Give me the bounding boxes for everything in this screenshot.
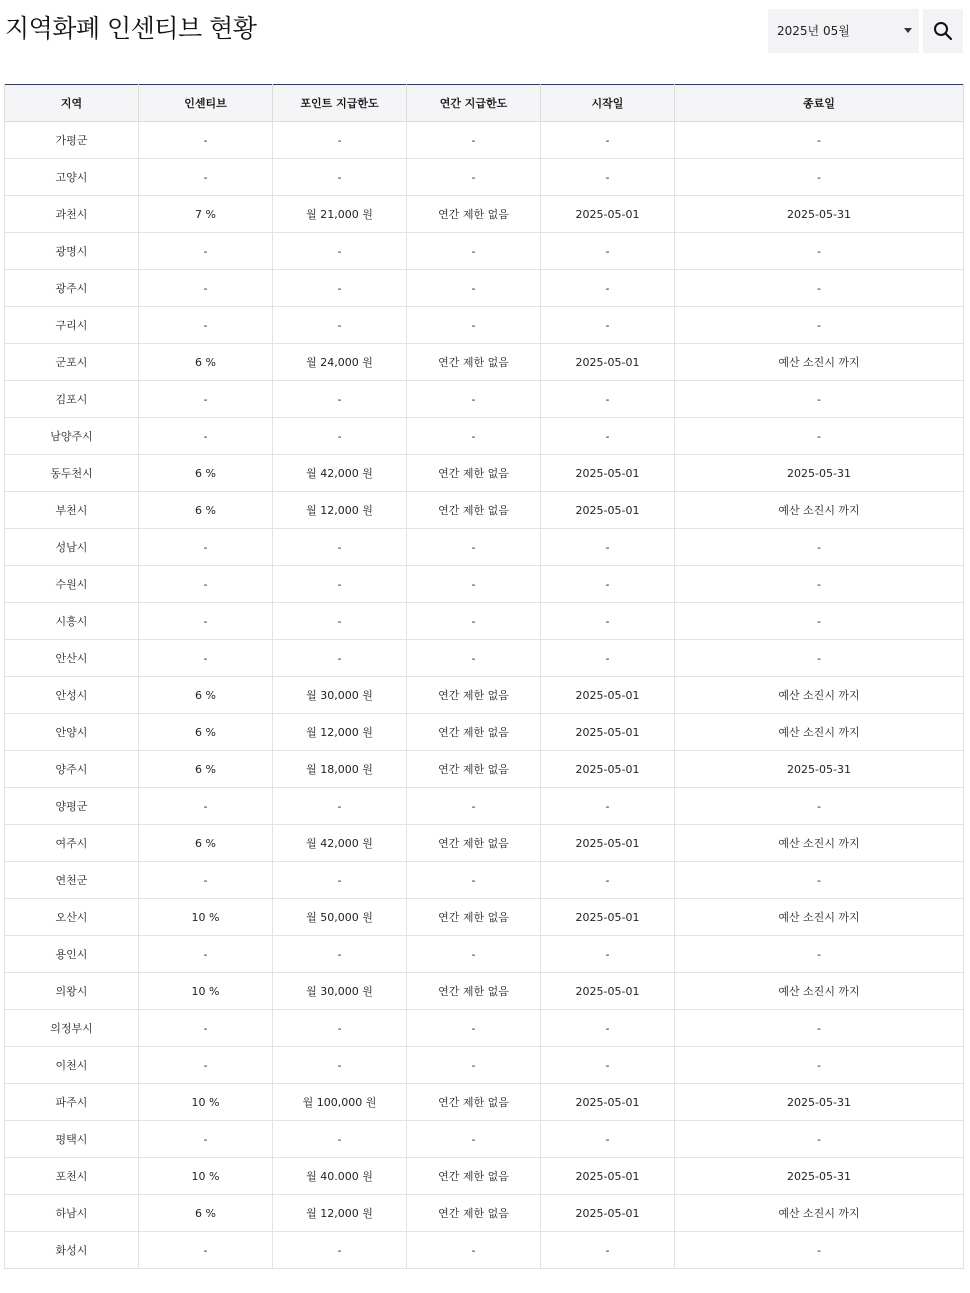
header-incentive: 인센티브 <box>139 85 273 122</box>
cell-annual-limit: - <box>407 566 541 603</box>
cell-incentive: - <box>139 1232 273 1269</box>
cell-end-date: - <box>675 862 964 899</box>
caret-down-icon <box>904 28 912 33</box>
cell-region: 광명시 <box>5 233 139 270</box>
table-row <box>5 640 964 677</box>
table-row <box>5 825 964 862</box>
cell-annual-limit: 연간 제한 없음 <box>407 973 541 1010</box>
cell-incentive: 6 % <box>139 1195 273 1232</box>
table-row <box>5 1232 964 1269</box>
cell-point-limit: 월 42,000 원 <box>273 455 407 492</box>
cell-end-date: 예산 소진시 까지 <box>675 825 964 862</box>
cell-annual-limit: - <box>407 307 541 344</box>
table-row <box>5 751 964 788</box>
cell-end-date: - <box>675 270 964 307</box>
incentive-table <box>4 84 964 1269</box>
cell-incentive: - <box>139 1010 273 1047</box>
cell-point-limit: 월 50,000 원 <box>273 899 407 936</box>
cell-incentive: 6 % <box>139 677 273 714</box>
cell-region: 의왕시 <box>5 973 139 1010</box>
cell-point-limit: - <box>273 1010 407 1047</box>
cell-end-date: 예산 소진시 까지 <box>675 677 964 714</box>
cell-end-date: - <box>675 233 964 270</box>
cell-annual-limit: 연간 제한 없음 <box>407 455 541 492</box>
table-row <box>5 233 964 270</box>
cell-end-date: 2025-05-31 <box>675 196 964 233</box>
cell-region: 군포시 <box>5 344 139 381</box>
search-icon <box>933 21 953 41</box>
cell-start-date: - <box>541 270 675 307</box>
cell-incentive: - <box>139 307 273 344</box>
cell-end-date: 예산 소진시 까지 <box>675 344 964 381</box>
table-row <box>5 677 964 714</box>
table-row <box>5 492 964 529</box>
cell-annual-limit: 연간 제한 없음 <box>407 1158 541 1195</box>
cell-start-date: - <box>541 307 675 344</box>
cell-incentive: - <box>139 529 273 566</box>
cell-end-date: - <box>675 788 964 825</box>
cell-end-date: 예산 소진시 까지 <box>675 714 964 751</box>
cell-start-date: - <box>541 529 675 566</box>
search-button[interactable] <box>923 9 963 53</box>
cell-start-date: - <box>541 603 675 640</box>
cell-point-limit: - <box>273 862 407 899</box>
cell-region: 포천시 <box>5 1158 139 1195</box>
cell-end-date: 2025-05-31 <box>675 1084 964 1121</box>
cell-incentive: - <box>139 1047 273 1084</box>
cell-point-limit: - <box>273 788 407 825</box>
cell-annual-limit: - <box>407 936 541 973</box>
cell-point-limit: 월 40.000 원 <box>273 1158 407 1195</box>
cell-incentive: 10 % <box>139 1084 273 1121</box>
cell-point-limit: 월 30,000 원 <box>273 677 407 714</box>
cell-region: 안산시 <box>5 640 139 677</box>
cell-region: 수원시 <box>5 566 139 603</box>
cell-incentive: - <box>139 381 273 418</box>
cell-region: 양주시 <box>5 751 139 788</box>
table-header-row <box>5 85 964 122</box>
cell-region: 가평군 <box>5 122 139 159</box>
cell-point-limit: 월 12,000 원 <box>273 1195 407 1232</box>
cell-incentive: - <box>139 233 273 270</box>
table-row <box>5 1121 964 1158</box>
cell-start-date: - <box>541 1232 675 1269</box>
cell-start-date: 2025-05-01 <box>541 1158 675 1195</box>
cell-region: 이천시 <box>5 1047 139 1084</box>
cell-end-date: - <box>675 1047 964 1084</box>
cell-region: 남양주시 <box>5 418 139 455</box>
cell-region: 양평군 <box>5 788 139 825</box>
cell-point-limit: 월 42,000 원 <box>273 825 407 862</box>
cell-point-limit: 월 18,000 원 <box>273 751 407 788</box>
cell-end-date: - <box>675 307 964 344</box>
table-row <box>5 344 964 381</box>
cell-point-limit: - <box>273 233 407 270</box>
cell-point-limit: - <box>273 566 407 603</box>
cell-annual-limit: - <box>407 529 541 566</box>
cell-start-date: 2025-05-01 <box>541 899 675 936</box>
cell-end-date: 2025-05-31 <box>675 1158 964 1195</box>
cell-incentive: 6 % <box>139 455 273 492</box>
cell-start-date: 2025-05-01 <box>541 455 675 492</box>
cell-region: 여주시 <box>5 825 139 862</box>
table-row <box>5 899 964 936</box>
cell-annual-limit: 연간 제한 없음 <box>407 1195 541 1232</box>
cell-annual-limit: - <box>407 1010 541 1047</box>
cell-point-limit: - <box>273 1121 407 1158</box>
table-row <box>5 1084 964 1121</box>
cell-region: 화성시 <box>5 1232 139 1269</box>
cell-incentive: 10 % <box>139 1158 273 1195</box>
cell-annual-limit: 연간 제한 없음 <box>407 714 541 751</box>
month-select[interactable] <box>768 9 919 53</box>
cell-start-date: 2025-05-01 <box>541 825 675 862</box>
cell-point-limit: 월 12,000 원 <box>273 714 407 751</box>
cell-end-date: 예산 소진시 까지 <box>675 492 964 529</box>
cell-end-date: 예산 소진시 까지 <box>675 899 964 936</box>
cell-region: 과천시 <box>5 196 139 233</box>
cell-region: 고양시 <box>5 159 139 196</box>
cell-annual-limit: 연간 제한 없음 <box>407 344 541 381</box>
table-row <box>5 714 964 751</box>
cell-incentive: - <box>139 640 273 677</box>
cell-region: 파주시 <box>5 1084 139 1121</box>
cell-incentive: - <box>139 936 273 973</box>
table-row <box>5 381 964 418</box>
cell-end-date: - <box>675 381 964 418</box>
table-row <box>5 1158 964 1195</box>
cell-start-date: - <box>541 1047 675 1084</box>
cell-point-limit: - <box>273 529 407 566</box>
cell-annual-limit: - <box>407 603 541 640</box>
table-row <box>5 307 964 344</box>
cell-incentive: 6 % <box>139 825 273 862</box>
cell-region: 연천군 <box>5 862 139 899</box>
cell-region: 안양시 <box>5 714 139 751</box>
cell-region: 용인시 <box>5 936 139 973</box>
cell-start-date: - <box>541 381 675 418</box>
cell-region: 시흥시 <box>5 603 139 640</box>
cell-point-limit: - <box>273 418 407 455</box>
cell-start-date: - <box>541 1121 675 1158</box>
cell-point-limit: 월 100,000 원 <box>273 1084 407 1121</box>
cell-annual-limit: - <box>407 640 541 677</box>
cell-annual-limit: - <box>407 1232 541 1269</box>
header-annual-limit: 연간 지급한도 <box>407 85 541 122</box>
cell-end-date: - <box>675 159 964 196</box>
cell-region: 구리시 <box>5 307 139 344</box>
cell-end-date: - <box>675 603 964 640</box>
cell-point-limit: 월 24,000 원 <box>273 344 407 381</box>
header-start-date: 시작일 <box>541 85 675 122</box>
cell-incentive: 10 % <box>139 973 273 1010</box>
cell-region: 성남시 <box>5 529 139 566</box>
cell-region: 광주시 <box>5 270 139 307</box>
cell-incentive: - <box>139 788 273 825</box>
cell-incentive: 10 % <box>139 899 273 936</box>
table-row <box>5 973 964 1010</box>
header-region: 지역 <box>5 85 139 122</box>
cell-point-limit: 월 21,000 원 <box>273 196 407 233</box>
cell-start-date: - <box>541 936 675 973</box>
table-row <box>5 1010 964 1047</box>
cell-incentive: - <box>139 122 273 159</box>
month-select-value: 2025년 05월 <box>777 24 850 38</box>
cell-end-date: - <box>675 122 964 159</box>
table-row <box>5 270 964 307</box>
cell-point-limit: 월 30,000 원 <box>273 973 407 1010</box>
cell-start-date: - <box>541 788 675 825</box>
cell-region: 오산시 <box>5 899 139 936</box>
cell-start-date: 2025-05-01 <box>541 492 675 529</box>
cell-start-date: - <box>541 159 675 196</box>
table-row <box>5 196 964 233</box>
cell-start-date: - <box>541 233 675 270</box>
cell-annual-limit: - <box>407 1047 541 1084</box>
table-row <box>5 122 964 159</box>
cell-point-limit: - <box>273 1232 407 1269</box>
cell-point-limit: - <box>273 936 407 973</box>
cell-start-date: - <box>541 566 675 603</box>
header-point-limit: 포인트 지급한도 <box>273 85 407 122</box>
cell-incentive: - <box>139 862 273 899</box>
cell-annual-limit: - <box>407 122 541 159</box>
cell-start-date: 2025-05-01 <box>541 973 675 1010</box>
cell-region: 부천시 <box>5 492 139 529</box>
table-row <box>5 566 964 603</box>
cell-incentive: - <box>139 418 273 455</box>
cell-start-date: - <box>541 122 675 159</box>
cell-annual-limit: - <box>407 418 541 455</box>
cell-region: 하남시 <box>5 1195 139 1232</box>
table-row <box>5 603 964 640</box>
cell-incentive: 6 % <box>139 344 273 381</box>
cell-start-date: - <box>541 418 675 455</box>
table-row <box>5 1195 964 1232</box>
cell-end-date: - <box>675 1232 964 1269</box>
cell-start-date: - <box>541 640 675 677</box>
cell-incentive: 6 % <box>139 492 273 529</box>
table-row <box>5 529 964 566</box>
cell-incentive: - <box>139 603 273 640</box>
cell-end-date: - <box>675 418 964 455</box>
cell-start-date: - <box>541 862 675 899</box>
cell-start-date: 2025-05-01 <box>541 1084 675 1121</box>
cell-annual-limit: 연간 제한 없음 <box>407 751 541 788</box>
cell-end-date: - <box>675 529 964 566</box>
cell-point-limit: 월 12,000 원 <box>273 492 407 529</box>
table-row <box>5 418 964 455</box>
cell-region: 안성시 <box>5 677 139 714</box>
cell-end-date: 예산 소진시 까지 <box>675 973 964 1010</box>
cell-incentive: 6 % <box>139 714 273 751</box>
cell-end-date: - <box>675 566 964 603</box>
cell-point-limit: - <box>273 1047 407 1084</box>
cell-point-limit: - <box>273 603 407 640</box>
cell-annual-limit: - <box>407 862 541 899</box>
cell-end-date: 2025-05-31 <box>675 455 964 492</box>
cell-incentive: 6 % <box>139 751 273 788</box>
cell-start-date: - <box>541 1010 675 1047</box>
cell-annual-limit: 연간 제한 없음 <box>407 196 541 233</box>
cell-incentive: 7 % <box>139 196 273 233</box>
cell-region: 평택시 <box>5 1121 139 1158</box>
cell-incentive: - <box>139 270 273 307</box>
cell-end-date: 2025-05-31 <box>675 751 964 788</box>
cell-incentive: - <box>139 566 273 603</box>
cell-end-date: - <box>675 1121 964 1158</box>
cell-point-limit: - <box>273 159 407 196</box>
cell-annual-limit: - <box>407 788 541 825</box>
table-row <box>5 862 964 899</box>
cell-annual-limit: 연간 제한 없음 <box>407 825 541 862</box>
cell-region: 김포시 <box>5 381 139 418</box>
table-row <box>5 1047 964 1084</box>
cell-point-limit: - <box>273 381 407 418</box>
cell-start-date: 2025-05-01 <box>541 1195 675 1232</box>
cell-end-date: - <box>675 1010 964 1047</box>
cell-annual-limit: - <box>407 159 541 196</box>
cell-point-limit: - <box>273 307 407 344</box>
cell-region: 동두천시 <box>5 455 139 492</box>
cell-end-date: - <box>675 640 964 677</box>
table-row <box>5 936 964 973</box>
cell-region: 의정부시 <box>5 1010 139 1047</box>
cell-point-limit: - <box>273 640 407 677</box>
cell-start-date: 2025-05-01 <box>541 677 675 714</box>
table-row <box>5 455 964 492</box>
cell-annual-limit: - <box>407 1121 541 1158</box>
cell-incentive: - <box>139 1121 273 1158</box>
cell-annual-limit: 연간 제한 없음 <box>407 899 541 936</box>
table-body <box>5 122 964 1269</box>
table-row <box>5 159 964 196</box>
cell-end-date: - <box>675 936 964 973</box>
cell-annual-limit: 연간 제한 없음 <box>407 492 541 529</box>
cell-start-date: 2025-05-01 <box>541 751 675 788</box>
cell-start-date: 2025-05-01 <box>541 714 675 751</box>
cell-annual-limit: - <box>407 381 541 418</box>
page-title: 지역화폐 인센티브 현황 <box>5 14 257 43</box>
cell-incentive: - <box>139 159 273 196</box>
cell-end-date: 예산 소진시 까지 <box>675 1195 964 1232</box>
header-end-date: 종료일 <box>675 85 964 122</box>
cell-annual-limit: 연간 제한 없음 <box>407 677 541 714</box>
cell-start-date: 2025-05-01 <box>541 196 675 233</box>
table-row <box>5 788 964 825</box>
cell-point-limit: - <box>273 270 407 307</box>
cell-annual-limit: - <box>407 233 541 270</box>
cell-annual-limit: - <box>407 270 541 307</box>
cell-start-date: 2025-05-01 <box>541 344 675 381</box>
cell-annual-limit: 연간 제한 없음 <box>407 1084 541 1121</box>
cell-point-limit: - <box>273 122 407 159</box>
